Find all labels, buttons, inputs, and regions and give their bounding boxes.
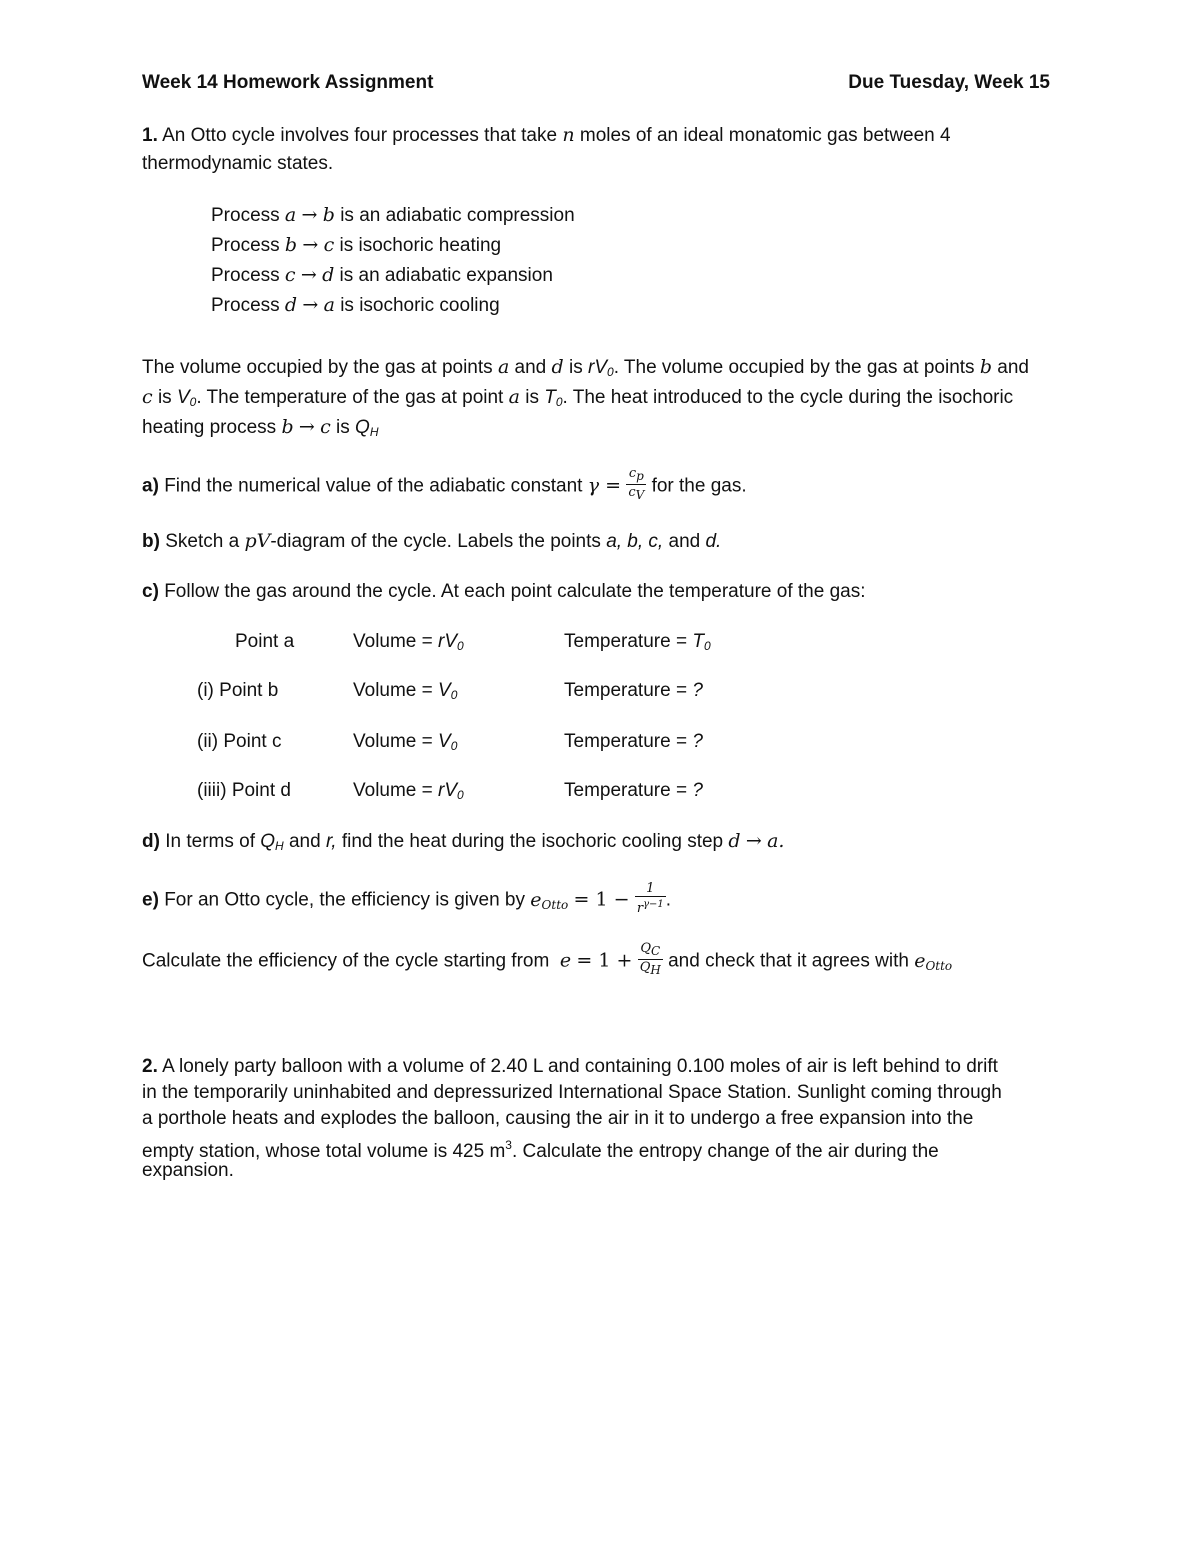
part-label: e) xyxy=(142,889,159,911)
temperature-value: ? xyxy=(692,780,703,801)
cubic-superscript: 3 xyxy=(505,1138,512,1152)
step-to: a. xyxy=(767,830,785,852)
part-text: For an Otto cycle, the efficiency is given by xyxy=(164,889,526,911)
volume-label: Volume = xyxy=(353,780,433,801)
r-symbol: r, xyxy=(325,831,337,852)
q1-part-e-calc xyxy=(142,943,952,980)
part-text: and xyxy=(288,831,321,852)
para-var: d xyxy=(551,356,564,378)
part-text: Sketch a xyxy=(165,531,240,552)
q1-intro-line1 xyxy=(142,122,951,149)
process-item xyxy=(211,202,575,229)
e-base: e xyxy=(914,949,926,972)
temperature-value: ? xyxy=(692,680,703,701)
q-sub: H xyxy=(275,839,284,853)
q1-part-d xyxy=(142,828,784,859)
process-from: d xyxy=(284,294,298,316)
para-var xyxy=(544,387,562,408)
process-desc: is isochoric cooling xyxy=(340,295,500,316)
part-text: for the gas. xyxy=(651,475,747,497)
q1-number: 1. xyxy=(142,125,158,146)
part-label: a) xyxy=(142,475,159,497)
para-var: a xyxy=(497,356,510,378)
process-item xyxy=(211,292,500,319)
gamma-fraction xyxy=(626,466,646,503)
part-text: and xyxy=(668,531,701,552)
para-var-sub: 0 xyxy=(555,395,563,409)
cv-symbol: c xyxy=(628,485,636,500)
temperature-label: Temperature = xyxy=(564,631,688,652)
fraction-numerator: 1 xyxy=(635,881,666,897)
temperature-label: Temperature = xyxy=(564,731,688,752)
para-var-base: V xyxy=(176,387,190,408)
table-row-temperature xyxy=(564,678,703,704)
process-desc: is isochoric heating xyxy=(339,235,502,256)
fraction-denominator xyxy=(638,960,663,978)
q2-text: A lonely party balloon with a volume of 2.40 L and containing 0.100 moles of air is left behind to drift xyxy=(162,1056,998,1077)
process-to: b xyxy=(322,204,335,226)
para-var: b xyxy=(979,356,993,378)
table-row-label: (i) Point b xyxy=(197,680,279,701)
para-text: The volume occupied by the gas at points xyxy=(142,357,493,378)
q2-line1 xyxy=(142,1054,998,1080)
fraction-denominator xyxy=(626,485,646,503)
page-header xyxy=(142,72,1050,102)
part-text: Calculate the efficiency of the cycle starting from xyxy=(142,950,550,972)
process-from: c xyxy=(284,264,296,286)
arrow-icon: → xyxy=(302,234,319,256)
process-desc: is an adiabatic compression xyxy=(340,205,575,226)
para-text: is xyxy=(157,387,172,408)
process-desc: is an adiabatic expansion xyxy=(339,265,553,286)
volume-label: Volume = xyxy=(353,731,433,752)
q2-text: empty station, whose total volume is 425 m xyxy=(142,1141,506,1162)
process-item xyxy=(211,262,553,289)
part-label: b) xyxy=(142,531,160,552)
part-text: Follow the gas around the cycle. At each point calculate the temperature of the gas: xyxy=(164,581,866,602)
process-label: Process xyxy=(211,295,280,316)
process-label: Process xyxy=(211,205,280,226)
q2-number: 2. xyxy=(142,1056,158,1077)
para-var-sub: 0 xyxy=(607,365,614,379)
para-text: . The heat introduced to the cycle during the isochoric xyxy=(562,387,1014,408)
para-var: c xyxy=(320,416,331,438)
volume-sub: 0 xyxy=(450,688,458,702)
part-label: d) xyxy=(142,831,160,852)
volume-value: V xyxy=(438,680,451,701)
process-label: Process xyxy=(211,265,280,286)
para-text: and xyxy=(997,357,1029,378)
cv-sub: V xyxy=(635,488,645,502)
q1-paragraph-line2 xyxy=(142,384,1013,415)
temperature-value: T xyxy=(692,631,704,652)
volume-sub: 0 xyxy=(457,788,464,802)
temperature-label: Temperature = xyxy=(564,680,688,701)
e-otto-symbol xyxy=(914,950,952,972)
arrow-icon: → xyxy=(302,294,319,316)
process-label: Process xyxy=(211,235,280,256)
fraction-numerator xyxy=(626,466,646,485)
q1-part-b xyxy=(142,528,721,555)
para-var xyxy=(355,417,378,438)
e-sub: Otto xyxy=(925,958,953,973)
qh-sub: H xyxy=(650,963,661,977)
table-row-volume xyxy=(353,729,457,759)
q-base: Q xyxy=(260,831,276,852)
part-text: -diagram of the cycle. Labels the points xyxy=(270,531,601,552)
step-from: d xyxy=(728,830,741,852)
qh-base: Q xyxy=(639,960,651,975)
arrow-icon: → xyxy=(300,264,317,286)
q1-intro-text-2: moles of an ideal monatomic gas between 4 xyxy=(579,125,951,146)
temperature-label: Temperature = xyxy=(564,780,688,801)
part-label: c) xyxy=(142,581,159,602)
q1-paragraph-line3 xyxy=(142,414,379,445)
table-row-label: Point a xyxy=(235,631,295,652)
e-otto-symbol xyxy=(530,889,568,911)
volume-value: rV xyxy=(438,631,458,652)
qc-sub: C xyxy=(651,944,661,958)
e-symbol: e xyxy=(559,949,572,972)
q2-line2: in the temporarily uninhabited and depressurized International Space Station. Sunlight coming through xyxy=(142,1082,1002,1103)
table-row-label: (iiii) Point d xyxy=(197,780,291,801)
table-row-temperature xyxy=(564,778,703,804)
volume-sub: 0 xyxy=(457,639,464,653)
table-row-temperature xyxy=(564,729,703,755)
point-list: a, b, c, xyxy=(606,531,664,552)
process-to: a xyxy=(323,294,335,316)
table-row-volume xyxy=(353,629,464,659)
part-text: and check that it agrees with xyxy=(668,950,909,972)
volume-label: Volume = xyxy=(353,680,433,701)
pv-symbol: pV xyxy=(244,530,271,552)
process-to: c xyxy=(323,234,335,256)
para-var: a xyxy=(508,386,520,408)
qh-symbol xyxy=(260,831,283,852)
r-exponent: γ−1 xyxy=(643,899,664,910)
para-text: and xyxy=(514,357,547,378)
para-text: heating process xyxy=(142,417,277,438)
volume-value: V xyxy=(438,731,451,752)
para-text: is xyxy=(336,417,350,438)
para-text: is xyxy=(568,357,583,378)
temperature-sub: 0 xyxy=(703,639,711,653)
period: . xyxy=(665,889,672,911)
q1-intro-n: n xyxy=(562,124,575,146)
para-var xyxy=(177,387,196,408)
part-text: Find the numerical value of the adiabatic constant xyxy=(164,475,583,497)
para-var-sub: H xyxy=(369,425,379,439)
r-base: r xyxy=(636,901,644,916)
process-from: a xyxy=(284,204,297,226)
para-var-base: Q xyxy=(355,417,370,438)
q1-paragraph-line1 xyxy=(142,354,1029,385)
q1-intro-line2: thermodynamic states. xyxy=(142,153,334,174)
equals-expr: = 1 + xyxy=(576,949,633,972)
para-text: is xyxy=(525,387,539,408)
para-var-base: T xyxy=(544,387,556,408)
table-row-volume xyxy=(353,778,464,808)
volume-value: rV xyxy=(438,780,458,801)
para-var: b xyxy=(281,416,294,438)
e-base: e xyxy=(530,888,542,911)
table-row-volume xyxy=(353,678,457,708)
volume-sub: 0 xyxy=(450,739,458,753)
q2-line5: expansion. xyxy=(142,1160,234,1181)
arrow-icon: → xyxy=(745,830,762,852)
equals-expr: = 1 − xyxy=(573,888,630,911)
arrow-icon: → xyxy=(301,204,318,226)
otto-fraction xyxy=(635,881,666,916)
q2-text: . Calculate the entropy change of the air during the xyxy=(511,1141,939,1162)
cp-symbol: c xyxy=(628,466,637,481)
point-d: d. xyxy=(705,531,722,552)
gamma-symbol: γ = xyxy=(587,474,622,497)
qc-qh-fraction xyxy=(638,941,663,978)
para-var-sub: 0 xyxy=(189,395,197,409)
q1-part-c xyxy=(142,579,866,605)
para-var: c xyxy=(142,386,153,408)
para-text: . The volume occupied by the gas at points xyxy=(613,357,975,378)
e-sub: Otto xyxy=(541,897,569,912)
fraction-numerator xyxy=(638,941,663,960)
q1-part-a xyxy=(142,468,747,505)
volume-label: Volume = xyxy=(353,631,433,652)
process-item xyxy=(211,232,501,259)
q1-intro-text: An Otto cycle involves four processes that take xyxy=(162,125,558,146)
due-date: Due Tuesday, Week 15 xyxy=(848,72,1050,93)
arrow-icon: → xyxy=(298,416,315,438)
process-to: d xyxy=(322,264,335,286)
para-var xyxy=(588,357,614,378)
q1-part-e xyxy=(142,883,671,918)
qc-base: Q xyxy=(640,941,651,956)
assignment-title: Week 14 Homework Assignment xyxy=(142,72,434,93)
part-text: In terms of xyxy=(165,831,255,852)
q2-line3: a porthole heats and explodes the balloon, causing the air in it to undergo a free expansion into the xyxy=(142,1108,974,1129)
part-text: find the heat during the isochoric cooling step xyxy=(341,831,724,852)
para-var-base: rV xyxy=(588,357,607,378)
table-row-temperature xyxy=(564,629,711,659)
q2-line4 xyxy=(142,1132,939,1165)
fraction-denominator xyxy=(635,897,666,916)
table-row-label: (ii) Point c xyxy=(197,731,282,752)
cp-sub: p xyxy=(636,469,644,483)
process-from: b xyxy=(284,234,298,256)
temperature-value: ? xyxy=(692,731,703,752)
para-text: . The temperature of the gas at point xyxy=(196,387,504,408)
